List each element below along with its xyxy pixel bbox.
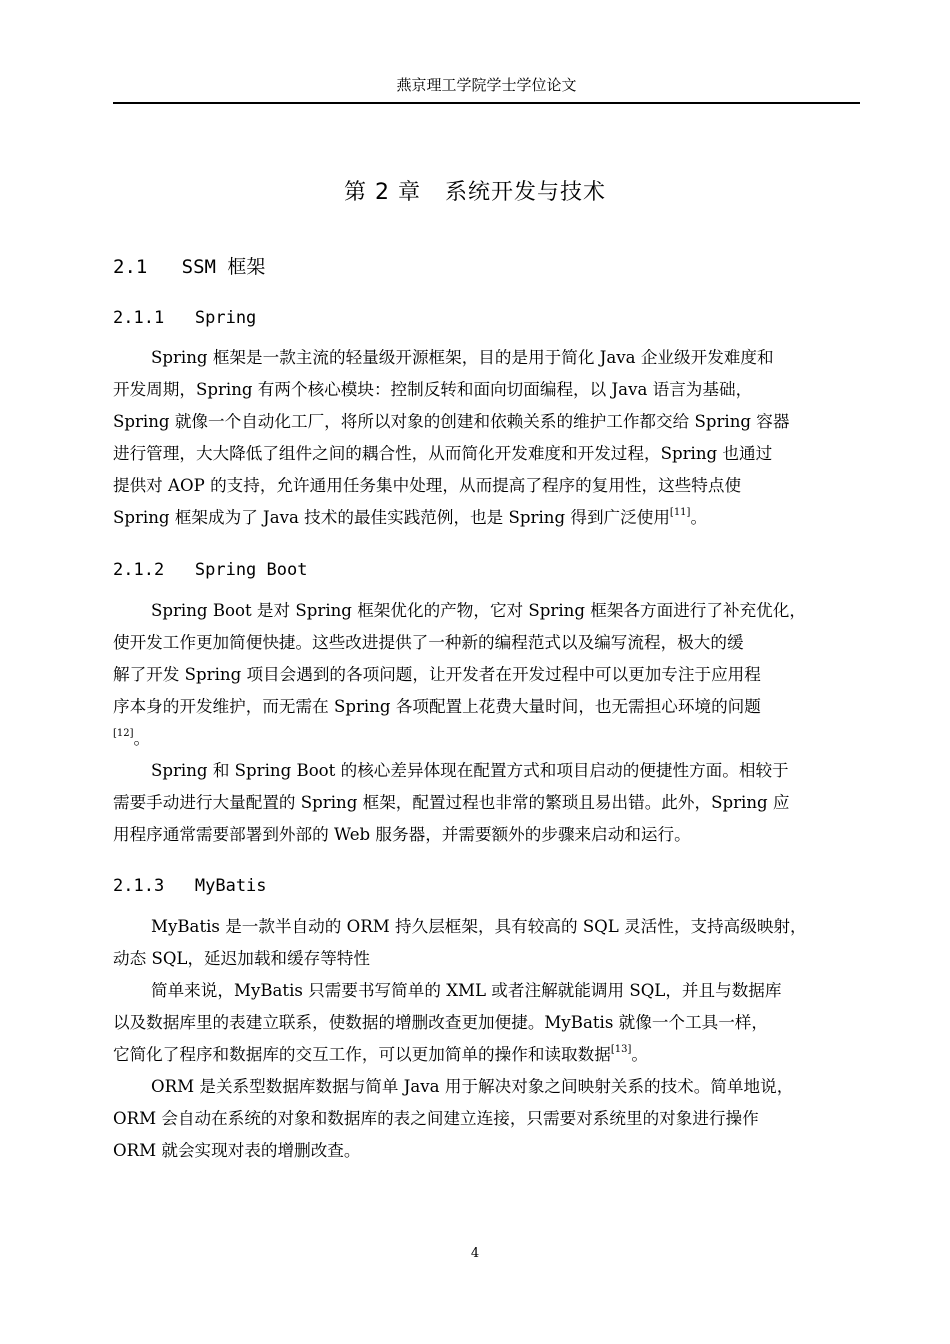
paragraph-spring	[113, 342, 863, 534]
text-line: 简单来说，MyBatis 只需要书写简单的 XML 或者注解就能调用 SQL，并且与数据库	[151, 981, 782, 1000]
text-line: 用程序通常需要部署到外部的 Web 服务器，并需要额外的步骤来启动和运行。	[113, 825, 691, 844]
paragraph-spring-boot-2	[113, 755, 863, 851]
text-line: Spring 框架成为了 Java 技术的最佳实践范例，也是 Spring 得到广泛使用	[113, 508, 670, 527]
text-line: 使开发工作更加简便快捷。这些改进提供了一种新的编程范式以及编写流程，极大的缓	[113, 633, 744, 652]
citation-ref: [12]	[113, 728, 134, 739]
text-line: 开发周期，Spring 有两个核心模块：控制反转和面向切面编程，以 Java 语言为基础，	[113, 380, 753, 399]
subsection-heading-2-1-1: 2.1.1 Spring	[113, 308, 257, 328]
subsection-heading-2-1-2: 2.1.2 Spring Boot	[113, 560, 308, 580]
paragraph-mybatis-2	[113, 975, 863, 1071]
text-line: ORM 会自动在系统的对象和数据库的表之间建立连接，只需要对系统里的对象进行操作	[113, 1109, 759, 1128]
text-line: MyBatis 是一款半自动的 ORM 持久层框架，具有较高的 SQL 灵活性，支持高级映射，	[151, 917, 807, 936]
page-header	[113, 72, 860, 104]
text-line: 提供对 AOP 的支持，允许通用任务集中处理，从而提高了程序的复用性，这些特点使	[113, 476, 742, 495]
text-line: Spring Boot 是对 Spring 框架优化的产物，它对 Spring 框架各方面进行了补充优化，	[151, 601, 806, 620]
text-line-with-citation	[113, 1039, 863, 1071]
text-line: 以及数据库里的表建立联系，使数据的增删改查更加便捷。MyBatis 就像一个工具一样，	[113, 1013, 768, 1032]
paragraph-spring-boot-1	[113, 595, 863, 755]
text-line: Spring 就像一个自动化工厂，将所以对象的创建和依赖关系的维护工作都交给 Spring 容器	[113, 412, 790, 431]
text-line: Spring 和 Spring Boot 的核心差异体现在配置方式和项目启动的便捷性方面。相较于	[151, 761, 789, 780]
text-line: 进行管理，大大降低了组件之间的耦合性，从而简化开发难度和开发过程，Spring 也通过	[113, 444, 773, 463]
sentence-end: 。	[690, 508, 708, 527]
text-line-with-citation	[113, 723, 863, 755]
text-line: ORM 是关系型数据库数据与简单 Java 用于解决对象之间映射关系的技术。简单地说，	[151, 1077, 794, 1096]
text-line: Spring 框架是一款主流的轻量级开源框架，目的是用于简化 Java 企业级开发难度和	[151, 348, 774, 367]
subsection-heading-2-1-3: 2.1.3 MyBatis	[113, 876, 267, 896]
sentence-end: 。	[133, 729, 151, 748]
text-line-with-citation	[113, 502, 863, 534]
citation-ref: [13]	[610, 1044, 632, 1055]
paragraph-mybatis-1	[113, 911, 863, 975]
text-line: 序本身的开发维护，而无需在 Spring 各项配置上花费大量时间，也无需担心环境的问题	[113, 697, 761, 716]
sentence-end: 。	[631, 1045, 648, 1064]
text-line: ORM 就会实现对表的增删改查。	[113, 1141, 361, 1160]
text-line: 动态 SQL，延迟加载和缓存等特性	[113, 949, 370, 968]
header-title: 燕京理工学院学士学位论文	[396, 76, 577, 94]
paragraph-orm	[113, 1071, 863, 1167]
section-heading-2-1: 2.1 SSM 框架	[113, 256, 266, 278]
page-number: 4	[470, 1246, 480, 1261]
chapter-title: 第 2 章 系统开发与技术	[344, 180, 606, 205]
text-line: 解了开发 Spring 项目会遇到的各项问题，让开发者在开发过程中可以更加专注于应用程	[113, 665, 761, 684]
citation-ref: [11]	[669, 507, 691, 518]
text-line: 需要手动进行大量配置的 Spring 框架，配置过程也非常的繁琐且易出错。此外，Spring 应	[113, 793, 790, 812]
text-line: 它简化了程序和数据库的交互工作，可以更加简单的操作和读取数据	[113, 1045, 611, 1064]
